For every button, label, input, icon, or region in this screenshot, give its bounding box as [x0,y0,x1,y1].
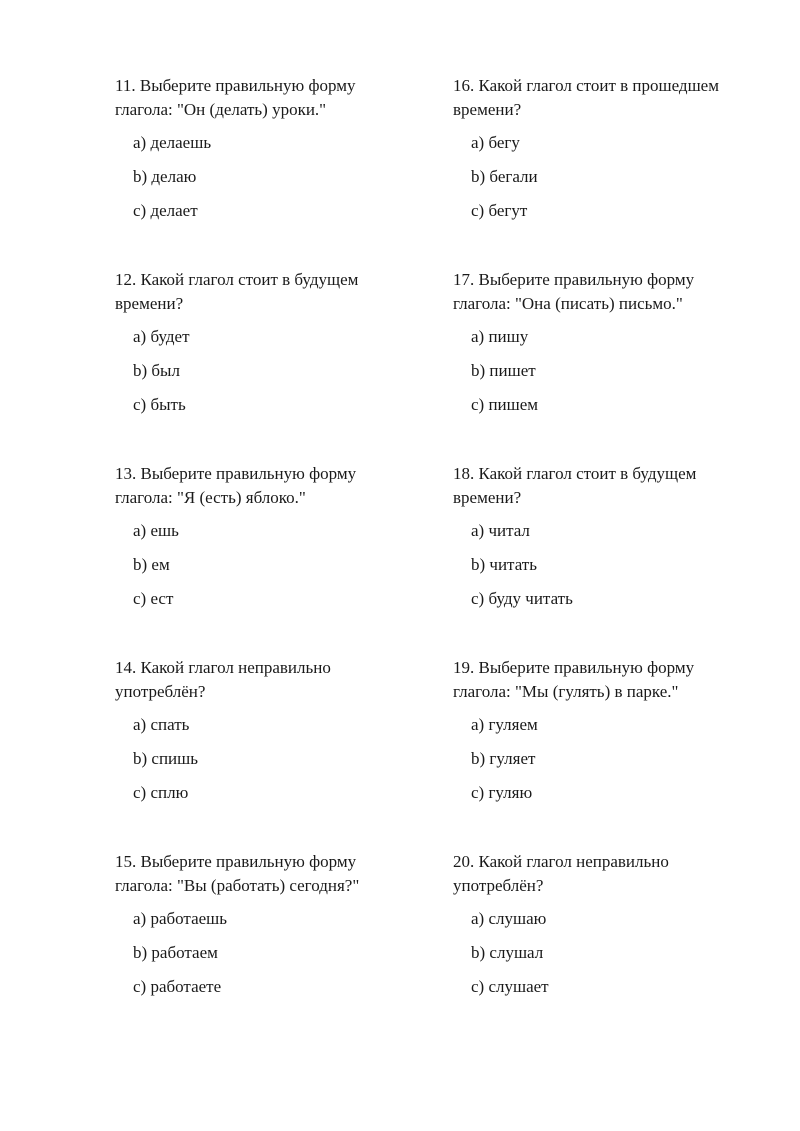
question-17 [453,268,753,462]
question-text: 12. Какой глагол стоит в будущем времени? [115,270,359,313]
question-16 [453,74,753,268]
answer-option-a: a) будет [133,327,190,346]
answer-option-a: a) делаешь [133,133,212,152]
answer-option-a: a) гуляем [471,715,538,734]
answer-option-a: a) пишу [471,327,529,346]
question-20 [453,850,753,1044]
answer-options [115,519,415,621]
question-13 [115,462,415,656]
answer-option-c: c) буду читать [471,589,573,608]
answer-options [453,325,753,427]
question-14 [115,656,415,850]
answer-option-a: a) спать [133,715,190,734]
answer-option-b: b) пишет [471,361,536,380]
answer-options [453,519,753,621]
answer-option-c: c) быть [133,395,186,414]
answer-option-b: b) читать [471,555,537,574]
answer-option-c: c) работаете [133,977,222,996]
answer-option-b: b) ем [133,555,170,574]
answer-option-c: c) гуляю [471,783,533,802]
question-text: 18. Какой глагол стоит в будущем времени? [453,464,697,507]
answer-option-a: a) бегу [471,133,520,152]
answer-option-c: c) делает [133,201,198,220]
answer-options [115,325,415,427]
answer-option-a: a) читал [471,521,530,540]
left-question-column [115,74,415,1044]
answer-option-c: c) ест [133,589,174,608]
answer-option-a: a) слушаю [471,909,547,928]
question-12 [115,268,415,462]
question-15 [115,850,415,1044]
question-text: 20. Какой глагол неправильно употреблён? [453,852,669,895]
answer-option-b: b) работаем [133,943,218,962]
question-11 [115,74,415,268]
answer-option-b: b) слушал [471,943,544,962]
answer-option-b: b) бегали [471,167,538,186]
answer-options [115,907,415,1009]
question-text: 17. Выберите правильную форму глагола: "Она (писать) письмо." [453,270,695,313]
answer-option-b: b) делаю [133,167,197,186]
answer-option-a: a) ешь [133,521,179,540]
answer-option-c: c) слушает [471,977,549,996]
question-text: 16. Какой глагол стоит в прошедшем времени? [453,76,719,119]
question-18 [453,462,753,656]
answer-option-b: b) спишь [133,749,198,768]
answer-options [115,131,415,233]
question-text: 15. Выберите правильную форму глагола: "Вы (работать) сегодня?" [115,852,360,895]
answer-options [115,713,415,815]
answer-options [453,713,753,815]
answer-options [453,907,753,1009]
right-question-column [453,74,753,1044]
question-text: 14. Какой глагол неправильно употреблён? [115,658,331,701]
answer-option-c: c) бегут [471,201,528,220]
answer-option-c: c) пишем [471,395,539,414]
question-text: 13. Выберите правильную форму глагола: "Я (есть) яблоко." [115,464,357,507]
answer-option-b: b) гуляет [471,749,536,768]
answer-option-a: a) работаешь [133,909,227,928]
question-text: 19. Выберите правильную форму глагола: "Мы (гулять) в парке." [453,658,695,701]
question-text: 11. Выберите правильную форму глагола: "Он (делать) уроки." [115,76,356,119]
answer-option-c: c) сплю [133,783,189,802]
question-19 [453,656,753,850]
answer-options [453,131,753,233]
answer-option-b: b) был [133,361,180,380]
